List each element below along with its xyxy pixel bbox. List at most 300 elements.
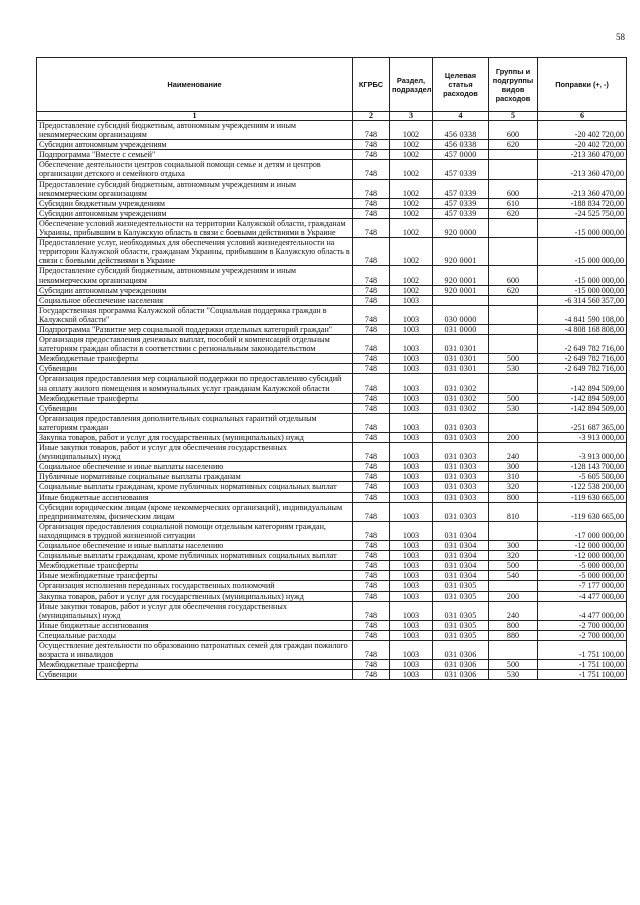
table-row [37,374,627,393]
cell-kgrbs: 748 [353,521,390,540]
cell-expense-group: 300 [489,541,538,551]
cell-amendment-amount: -12 000 000,00 [538,551,627,561]
table-row [37,140,627,150]
cell-kgrbs: 748 [353,393,390,403]
cell-name: Субсидии бюджетным учреждениям [37,198,353,208]
cell-target-article: 031 0303 [433,433,489,443]
table-row [37,541,627,551]
cell-section: 1003 [390,472,433,482]
cell-target-article: 920 0001 [433,238,489,266]
cell-kgrbs: 748 [353,403,390,413]
cell-kgrbs: 748 [353,433,390,443]
cell-kgrbs: 748 [353,492,390,502]
cell-kgrbs: 748 [353,354,390,364]
cell-expense-group: 600 [489,179,538,198]
cell-target-article: 457 0339 [433,179,489,198]
cell-section: 1003 [390,502,433,521]
cell-section: 1003 [390,541,433,551]
column-number-row [37,112,627,121]
cell-expense-group: 500 [489,561,538,571]
cell-section: 1003 [390,462,433,472]
cell-section: 1003 [390,354,433,364]
header-amendments: Поправки (+, -) [538,58,627,112]
column-number: 4 [433,112,489,121]
table-row [37,266,627,285]
column-number: 2 [353,112,390,121]
cell-amendment-amount: -17 000 000,00 [538,521,627,540]
cell-amendment-amount: -3 913 000,00 [538,433,627,443]
table-row [37,208,627,218]
cell-expense-group: 880 [489,630,538,640]
cell-section: 1003 [390,581,433,591]
cell-section: 1002 [390,179,433,198]
table-row [37,571,627,581]
cell-section: 1002 [390,266,433,285]
cell-name: Закупка товаров, работ и услуг для государственных (муниципальных) нужд [37,591,353,601]
cell-section: 1003 [390,670,433,680]
cell-expense-group: 800 [489,492,538,502]
cell-kgrbs: 748 [353,472,390,482]
cell-expense-group: 610 [489,198,538,208]
table-row [37,670,627,680]
table-row [37,403,627,413]
cell-target-article: 031 0306 [433,640,489,659]
cell-expense-group: 310 [489,472,538,482]
cell-name: Субсидии автономным учреждениям [37,140,353,150]
table-row [37,150,627,160]
cell-amendment-amount: -142 894 509,00 [538,403,627,413]
header-target-article: Целевая статья расходов [433,58,489,112]
cell-target-article: 031 0304 [433,541,489,551]
cell-amendment-amount: -1 751 100,00 [538,640,627,659]
cell-section: 1003 [390,335,433,354]
table-row [37,238,627,266]
header-section: Раздел, подраздел [390,58,433,112]
cell-expense-group [489,295,538,305]
cell-amendment-amount: -4 808 168 808,00 [538,324,627,334]
cell-kgrbs: 748 [353,285,390,295]
cell-name: Публичные нормативные социальные выплаты гражданам [37,472,353,482]
cell-expense-group: 200 [489,591,538,601]
table-row [37,660,627,670]
column-number: 1 [37,112,353,121]
table-row [37,581,627,591]
cell-section: 1003 [390,443,433,462]
cell-target-article: 456 0338 [433,121,489,140]
table-row [37,335,627,354]
page-number: 58 [616,32,625,42]
header-kgrbs: КГРБС [353,58,390,112]
cell-target-article: 457 0339 [433,208,489,218]
cell-amendment-amount: -128 143 700,00 [538,462,627,472]
cell-name: Иные бюджетные ассигнования [37,620,353,630]
cell-kgrbs: 748 [353,160,390,179]
header-expense-groups: Группы и подгруппы видов расходов [489,58,538,112]
table-row [37,121,627,140]
cell-section: 1003 [390,374,433,393]
cell-name: Субсидии юридическим лицам (кроме некоммерческих организаций), индивидуальным предпринимателям, физическим лицам [37,502,353,521]
cell-expense-group: 500 [489,393,538,403]
cell-amendment-amount: -5 000 000,00 [538,561,627,571]
cell-target-article: 031 0302 [433,374,489,393]
table-row [37,218,627,237]
cell-target-article: 031 0305 [433,620,489,630]
cell-name: Социальные выплаты гражданам, кроме публичных нормативных социальных выплат [37,551,353,561]
cell-expense-group [489,324,538,334]
cell-target-article: 920 0001 [433,266,489,285]
header-name: Наименование [37,58,353,112]
table-row [37,472,627,482]
cell-target-article: 031 0303 [433,443,489,462]
cell-expense-group: 240 [489,601,538,620]
table-row [37,630,627,640]
cell-kgrbs: 748 [353,374,390,393]
cell-amendment-amount: -119 630 665,00 [538,492,627,502]
table-row [37,413,627,432]
cell-name: Осуществление деятельности по образованию патронатных семей для граждан пожилого возраста и инвалидов [37,640,353,659]
cell-kgrbs: 748 [353,561,390,571]
cell-name: Предоставление субсидий бюджетным, автономным учреждениям и иным некоммерческим организациям [37,179,353,198]
cell-section: 1003 [390,295,433,305]
cell-expense-group: 240 [489,443,538,462]
cell-target-article: 031 0305 [433,601,489,620]
cell-kgrbs: 748 [353,640,390,659]
cell-target-article: 031 0302 [433,403,489,413]
cell-amendment-amount: -3 913 000,00 [538,443,627,462]
cell-expense-group [489,238,538,266]
cell-kgrbs: 748 [353,324,390,334]
cell-amendment-amount: -119 630 665,00 [538,502,627,521]
cell-expense-group: 530 [489,670,538,680]
cell-amendment-amount: -20 402 720,00 [538,140,627,150]
cell-section: 1003 [390,551,433,561]
table-row [37,601,627,620]
cell-section: 1002 [390,238,433,266]
cell-expense-group [489,305,538,324]
cell-section: 1003 [390,324,433,334]
cell-expense-group: 620 [489,285,538,295]
cell-section: 1003 [390,660,433,670]
cell-name: Субвенции [37,364,353,374]
cell-section: 1003 [390,364,433,374]
cell-name: Межбюджетные трансферты [37,561,353,571]
cell-target-article: 457 0339 [433,160,489,179]
cell-kgrbs: 748 [353,551,390,561]
cell-amendment-amount: -142 894 509,00 [538,393,627,403]
cell-amendment-amount: -2 649 782 716,00 [538,335,627,354]
cell-section: 1003 [390,403,433,413]
cell-kgrbs: 748 [353,198,390,208]
table-row [37,443,627,462]
table-row [37,561,627,571]
cell-kgrbs: 748 [353,541,390,551]
cell-name: Обеспечение условий жизнедеятельности на территории Калужской области, гражданам Украины, прибывшим в Калужскую область в связи с боевыми действиями в Украине [37,218,353,237]
cell-target-article: 031 0303 [433,462,489,472]
cell-target-article: 031 0304 [433,571,489,581]
cell-section: 1002 [390,208,433,218]
cell-section: 1003 [390,561,433,571]
table-body [37,121,627,680]
cell-kgrbs: 748 [353,443,390,462]
cell-expense-group [489,640,538,659]
cell-name: Социальные выплаты гражданам, кроме публичных нормативных социальных выплат [37,482,353,492]
cell-target-article: 031 0304 [433,521,489,540]
cell-name: Предоставление субсидий бюджетным, автономным учреждениям и иным некоммерческим организациям [37,266,353,285]
cell-expense-group [489,160,538,179]
cell-name: Предоставление услуг, необходимых для обеспечения условий жизнедеятельности на территории Калужской области, гражданам Украины, прибывшим в Калужскую область в связи с боевыми действиями в Украине [37,238,353,266]
table-row [37,179,627,198]
table-row [37,620,627,630]
cell-target-article: 031 0304 [433,561,489,571]
cell-kgrbs: 748 [353,179,390,198]
cell-name: Социальное обеспечение и иные выплаты населению [37,462,353,472]
cell-target-article: 920 0000 [433,218,489,237]
cell-section: 1003 [390,521,433,540]
cell-target-article: 457 0339 [433,198,489,208]
cell-kgrbs: 748 [353,121,390,140]
cell-section: 1003 [390,640,433,659]
cell-name: Социальное обеспечение и иные выплаты населению [37,541,353,551]
table-row [37,551,627,561]
cell-target-article: 031 0306 [433,660,489,670]
cell-kgrbs: 748 [353,502,390,521]
cell-expense-group: 600 [489,266,538,285]
cell-name: Субвенции [37,670,353,680]
cell-target-article: 456 0338 [433,140,489,150]
column-number: 5 [489,112,538,121]
cell-section: 1003 [390,305,433,324]
cell-target-article: 031 0303 [433,492,489,502]
cell-amendment-amount: -4 477 000,00 [538,591,627,601]
cell-name: Организация исполнения переданных государственных полномочий [37,581,353,591]
cell-expense-group: 300 [489,462,538,472]
cell-expense-group [489,581,538,591]
cell-name: Организация предоставления мер социальной поддержки по предоставлению субсидий на оплату жилого помещения и коммунальных услуг гражданам Калужской области [37,374,353,393]
cell-section: 1002 [390,198,433,208]
cell-amendment-amount: -2 700 000,00 [538,620,627,630]
cell-target-article: 031 0304 [433,551,489,561]
cell-amendment-amount: -2 649 782 716,00 [538,364,627,374]
cell-section: 1003 [390,433,433,443]
cell-kgrbs: 748 [353,571,390,581]
cell-target-article: 031 0303 [433,482,489,492]
cell-kgrbs: 748 [353,140,390,150]
table-row [37,160,627,179]
cell-expense-group: 620 [489,140,538,150]
table-header-row [37,58,627,112]
cell-expense-group: 620 [489,208,538,218]
table-row [37,433,627,443]
cell-kgrbs: 748 [353,630,390,640]
cell-target-article: 031 0301 [433,335,489,354]
cell-name: Субсидии автономным учреждениям [37,285,353,295]
cell-target-article: 031 0305 [433,581,489,591]
cell-name: Субсидии автономным учреждениям [37,208,353,218]
cell-name: Межбюджетные трансферты [37,354,353,364]
cell-expense-group: 200 [489,433,538,443]
cell-amendment-amount: -4 841 590 108,00 [538,305,627,324]
table-row [37,462,627,472]
table-row [37,364,627,374]
table-row [37,393,627,403]
cell-amendment-amount: -6 314 560 357,00 [538,295,627,305]
cell-target-article: 031 0000 [433,324,489,334]
cell-section: 1003 [390,413,433,432]
cell-expense-group: 600 [489,121,538,140]
table-row [37,285,627,295]
cell-name: Межбюджетные трансферты [37,393,353,403]
cell-amendment-amount: -251 687 365,00 [538,413,627,432]
cell-section: 1003 [390,591,433,601]
cell-amendment-amount: -1 751 100,00 [538,660,627,670]
cell-amendment-amount: -12 000 000,00 [538,541,627,551]
cell-kgrbs: 748 [353,218,390,237]
cell-target-article: 031 0303 [433,502,489,521]
cell-section: 1002 [390,140,433,150]
cell-expense-group [489,521,538,540]
cell-kgrbs: 748 [353,482,390,492]
cell-target-article: 920 0001 [433,285,489,295]
cell-name: Государственная программа Калужской области "Социальная поддержка граждан в Калужской области" [37,305,353,324]
cell-section: 1003 [390,630,433,640]
cell-kgrbs: 748 [353,150,390,160]
cell-amendment-amount: -15 000 000,00 [538,238,627,266]
cell-kgrbs: 748 [353,266,390,285]
budget-amendments-table [36,57,627,680]
cell-expense-group: 530 [489,403,538,413]
cell-target-article: 031 0305 [433,630,489,640]
cell-section: 1003 [390,571,433,581]
cell-amendment-amount: -5 000 000,00 [538,571,627,581]
cell-section: 1003 [390,482,433,492]
cell-section: 1003 [390,620,433,630]
table-row [37,305,627,324]
cell-kgrbs: 748 [353,591,390,601]
cell-section: 1002 [390,160,433,179]
cell-section: 1002 [390,150,433,160]
cell-name: Специальные расходы [37,630,353,640]
cell-target-article: 031 0303 [433,472,489,482]
cell-expense-group: 500 [489,660,538,670]
cell-expense-group: 320 [489,482,538,492]
cell-expense-group [489,150,538,160]
cell-amendment-amount: -15 000 000,00 [538,218,627,237]
cell-name: Закупка товаров, работ и услуг для государственных (муниципальных) нужд [37,433,353,443]
cell-target-article: 031 0301 [433,354,489,364]
table-row [37,591,627,601]
cell-kgrbs: 748 [353,413,390,432]
cell-name: Подпрограмма "Развитие мер социальной поддержки отдельных категорий граждан" [37,324,353,334]
cell-target-article: 031 0305 [433,591,489,601]
cell-kgrbs: 748 [353,620,390,630]
cell-name: Межбюджетные трансферты [37,660,353,670]
cell-section: 1003 [390,601,433,620]
cell-kgrbs: 748 [353,581,390,591]
cell-expense-group [489,218,538,237]
cell-kgrbs: 748 [353,305,390,324]
cell-name: Иные закупки товаров, работ и услуг для обеспечения государственных (муниципальных) нужд [37,601,353,620]
cell-target-article: 457 0000 [433,150,489,160]
cell-section: 1002 [390,218,433,237]
cell-expense-group: 320 [489,551,538,561]
cell-amendment-amount: -122 538 200,00 [538,482,627,492]
cell-kgrbs: 748 [353,670,390,680]
cell-kgrbs: 748 [353,462,390,472]
cell-expense-group: 800 [489,620,538,630]
cell-name: Иные межбюджетные трансферты [37,571,353,581]
cell-name: Подпрограмма "Вместе с семьей" [37,150,353,160]
cell-kgrbs: 748 [353,601,390,620]
table-row [37,482,627,492]
cell-section: 1002 [390,121,433,140]
cell-amendment-amount: -5 605 500,00 [538,472,627,482]
cell-kgrbs: 748 [353,335,390,354]
table-row [37,198,627,208]
cell-name: Иные закупки товаров, работ и услуг для обеспечения государственных (муниципальных) нужд [37,443,353,462]
column-number: 6 [538,112,627,121]
cell-amendment-amount: -20 402 720,00 [538,121,627,140]
cell-target-article: 031 0302 [433,393,489,403]
cell-kgrbs: 748 [353,295,390,305]
cell-name: Субвенции [37,403,353,413]
table-row [37,521,627,540]
cell-name: Иные бюджетные ассигнования [37,492,353,502]
table-row [37,324,627,334]
cell-target-article: 031 0303 [433,413,489,432]
cell-target-article [433,295,489,305]
cell-expense-group: 810 [489,502,538,521]
cell-expense-group: 500 [489,354,538,364]
cell-name: Организация предоставления денежных выплат, пособий и компенсаций отдельным категориям граждан области в соответствии с региональным законодательством [37,335,353,354]
cell-kgrbs: 748 [353,660,390,670]
cell-amendment-amount: -15 000 000,00 [538,285,627,295]
cell-expense-group [489,413,538,432]
table-row [37,492,627,502]
column-number: 3 [390,112,433,121]
cell-expense-group [489,335,538,354]
cell-amendment-amount: -7 177 000,00 [538,581,627,591]
table-row [37,502,627,521]
cell-amendment-amount: -2 649 782 716,00 [538,354,627,364]
cell-amendment-amount: -188 834 720,00 [538,198,627,208]
cell-expense-group: 530 [489,364,538,374]
cell-target-article: 031 0301 [433,364,489,374]
cell-name: Предоставление субсидий бюджетным, автономным учреждениям и иным некоммерческим организациям [37,121,353,140]
cell-name: Организация предоставления социальной помощи отдельным категориям граждан, находящимся в трудной жизненной ситуации [37,521,353,540]
cell-expense-group [489,374,538,393]
cell-amendment-amount: -213 360 470,00 [538,160,627,179]
cell-kgrbs: 748 [353,208,390,218]
cell-name: Социальное обеспечение населения [37,295,353,305]
table-row [37,354,627,364]
cell-kgrbs: 748 [353,238,390,266]
cell-amendment-amount: -213 360 470,00 [538,179,627,198]
cell-target-article: 031 0306 [433,670,489,680]
cell-target-article: 030 0000 [433,305,489,324]
cell-amendment-amount: -24 525 750,00 [538,208,627,218]
cell-amendment-amount: -15 000 000,00 [538,266,627,285]
table-row [37,640,627,659]
cell-expense-group: 540 [489,571,538,581]
cell-amendment-amount: -213 360 470,00 [538,150,627,160]
cell-section: 1003 [390,393,433,403]
cell-amendment-amount: -2 700 000,00 [538,630,627,640]
table-row [37,295,627,305]
cell-amendment-amount: -1 751 100,00 [538,670,627,680]
cell-kgrbs: 748 [353,364,390,374]
cell-name: Организация предоставления дополнительных социальных гарантий отдельным категориям граждан [37,413,353,432]
cell-amendment-amount: -142 894 509,00 [538,374,627,393]
